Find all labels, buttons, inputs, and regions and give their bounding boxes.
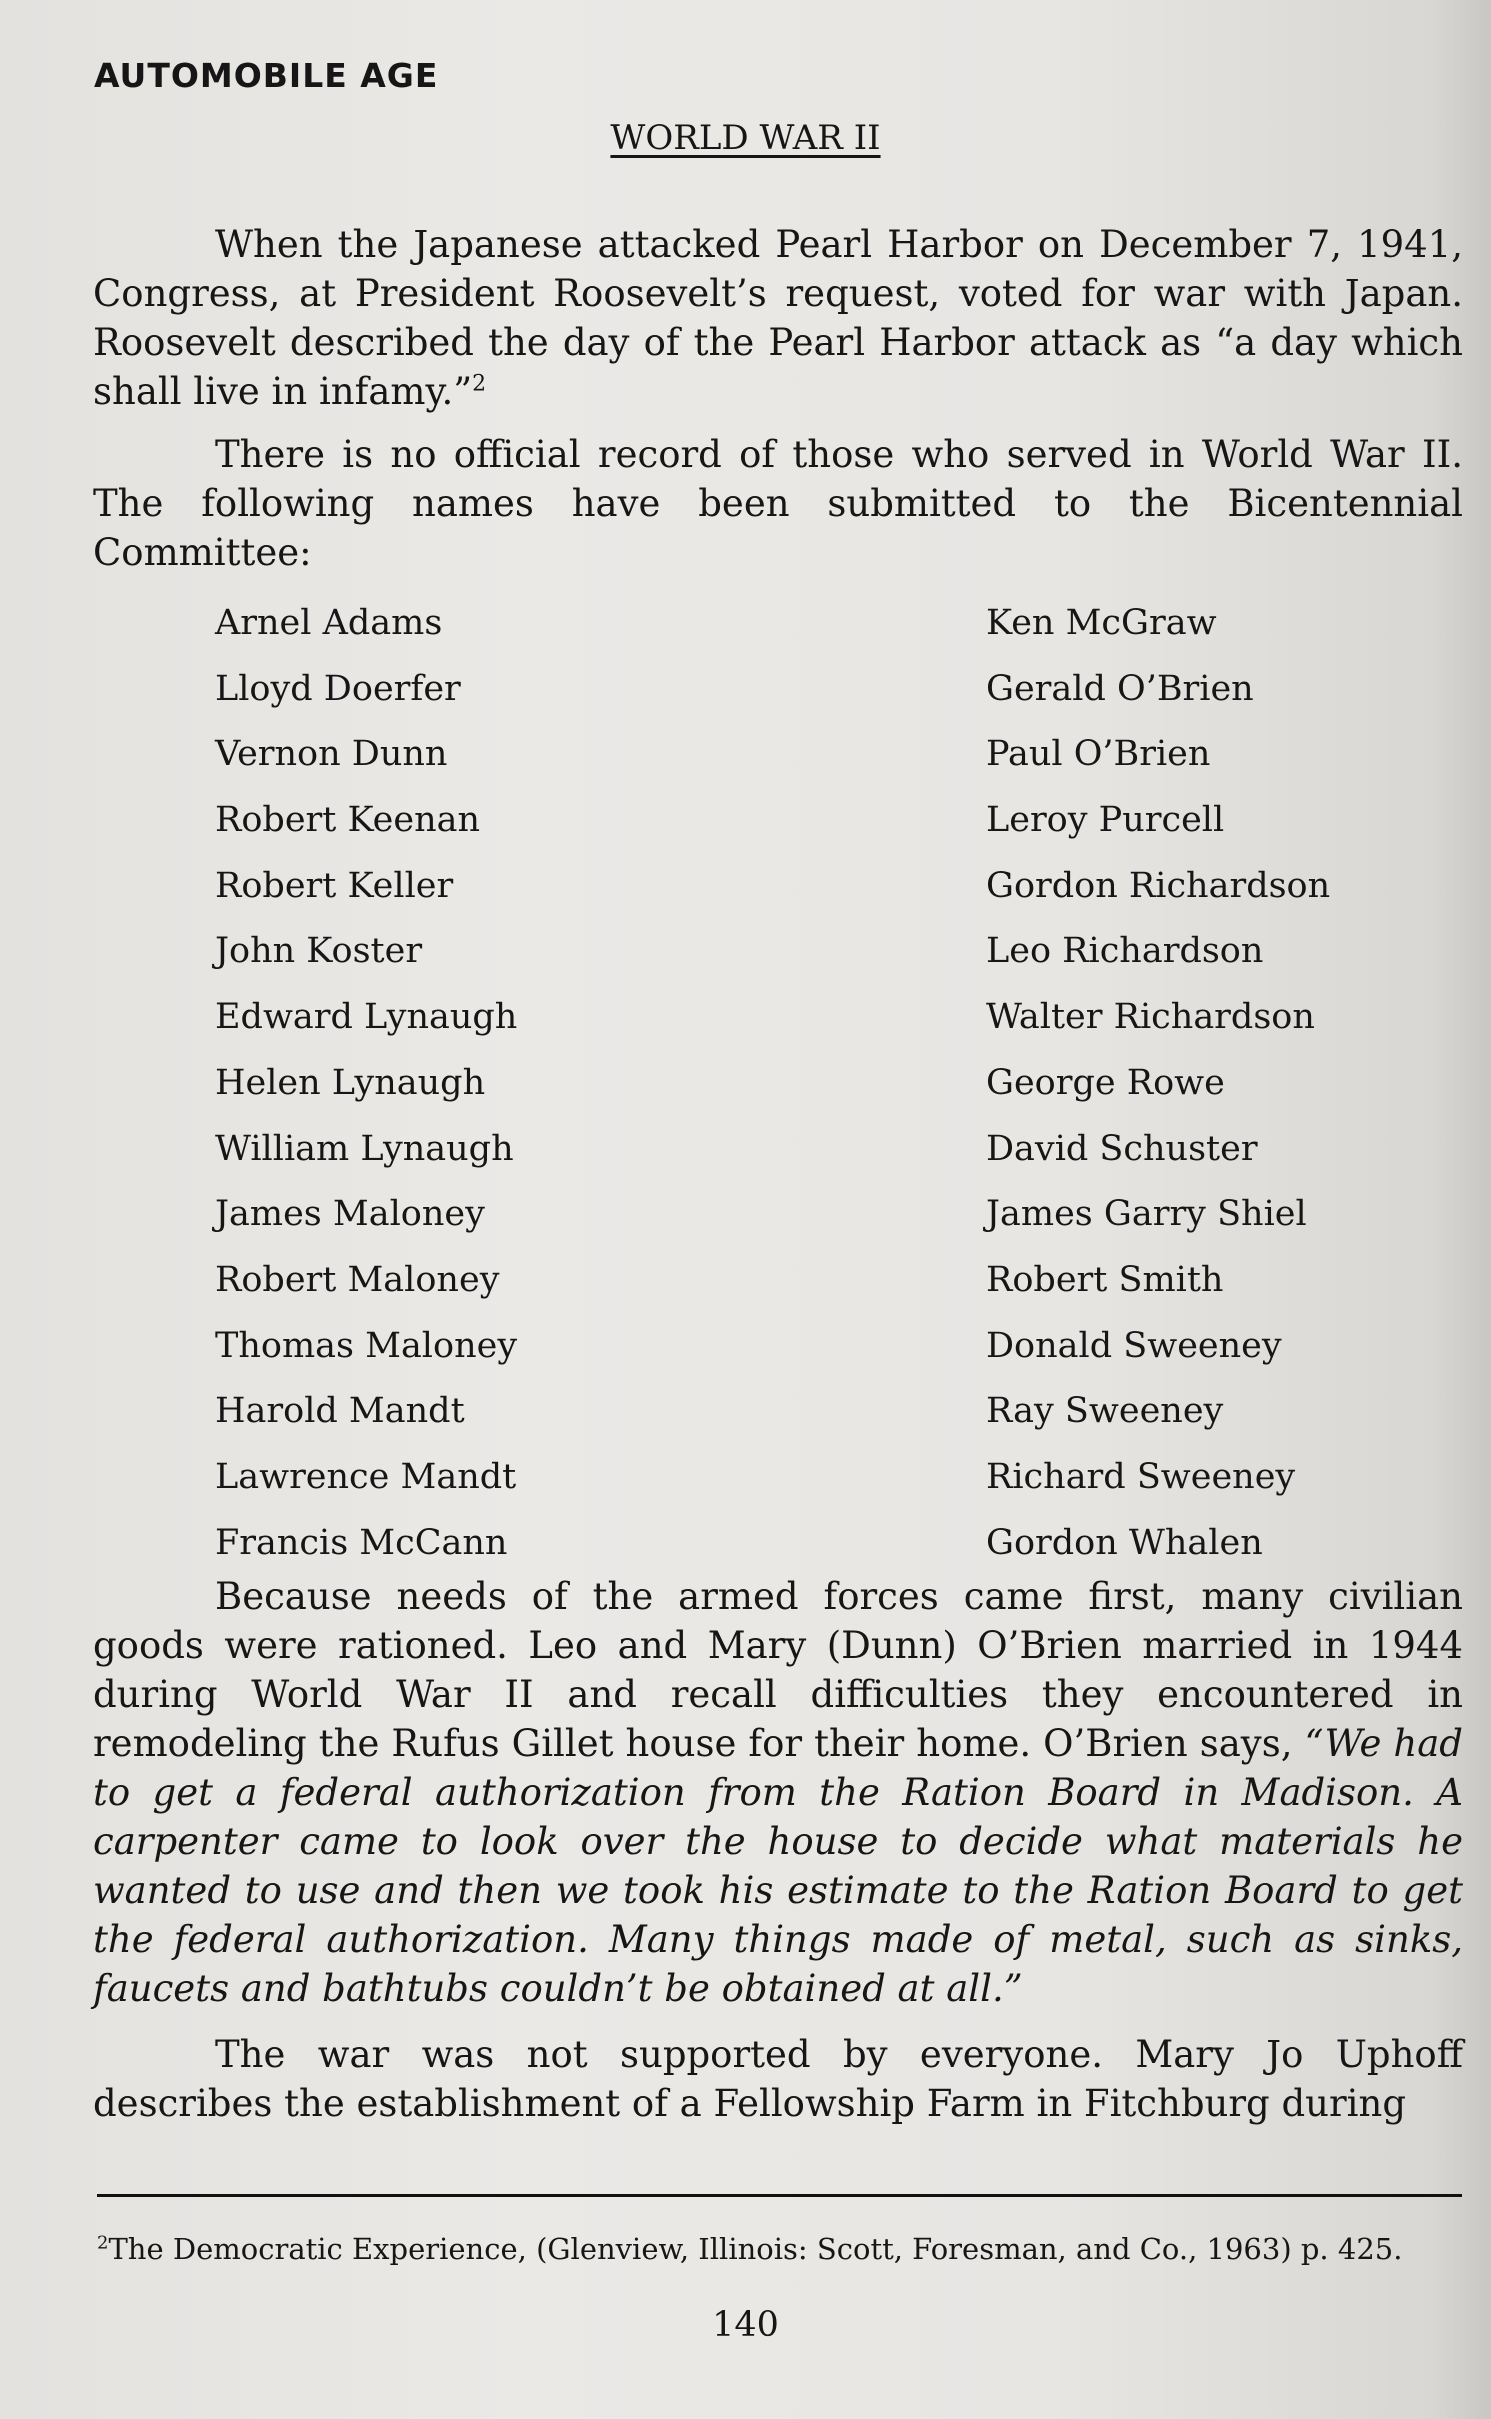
paragraph-text: There is no official record of those who served in World War II. The following names have been submitted to the Bicentennial Committee:: [93, 433, 1463, 574]
name-entry: Paul O’Brien: [986, 734, 1211, 775]
paragraph-text: Because needs of the armed forces came first, many civilian goods were rationed. Leo and Mary (Dunn) O’Brien married in 1944 during World War II and recall difficulties they encountered in remodeling the Rufus Gillet house for their home. O’Brien says,: [93, 1575, 1463, 1765]
name-entry: Richard Sweeney: [986, 1456, 1296, 1497]
name-entry: Edward Lynaugh: [215, 997, 518, 1038]
running-head: AUTOMOBILE AGE: [94, 56, 439, 95]
name-entry: John Koster: [215, 931, 423, 972]
paragraph-text: The war was not supported by everyone. Mary Jo Uphoff describes the establishment of a Fellowship Farm in Fitchburg during: [93, 2033, 1463, 2125]
name-entry: James Maloney: [215, 1194, 485, 1235]
name-entry: Leo Richardson: [986, 931, 1264, 972]
name-entry: Arnel Adams: [215, 603, 443, 643]
name-entry: Lawrence Mandt: [215, 1456, 517, 1497]
name-entry: Robert Maloney: [215, 1259, 500, 1300]
name-entry: Robert Keller: [215, 865, 454, 906]
name-entry: Harold Mandt: [215, 1391, 465, 1432]
name-entry: Walter Richardson: [986, 997, 1315, 1038]
footnote-number: 2: [97, 2232, 109, 2254]
name-entry: Gerald O’Brien: [986, 668, 1254, 709]
names-list-right: [986, 598, 1330, 1583]
name-entry: Leroy Purcell: [986, 800, 1225, 841]
name-entry: Robert Smith: [986, 1259, 1224, 1300]
section-title: WORLD WAR II: [610, 118, 881, 158]
name-entry: Thomas Maloney: [215, 1325, 518, 1366]
name-entry: David Schuster: [986, 1128, 1258, 1169]
name-entry: Lloyd Doerfer: [215, 668, 461, 709]
name-entry: Helen Lynaugh: [215, 1062, 486, 1103]
name-entry: Gordon Whalen: [986, 1522, 1263, 1563]
paragraph-pearl-harbor: [93, 220, 1463, 416]
name-entry: William Lynaugh: [215, 1128, 514, 1169]
name-entry: Francis McCann: [215, 1522, 508, 1563]
footnote: [97, 2232, 1402, 2266]
names-list-left: [215, 598, 517, 1583]
name-entry: Robert Keenan: [215, 800, 481, 841]
obrien-quote: “We had to get a federal authorization from the Ration Board in Madison. A carpenter came to look over the house to decide what materials he wanted to use and then we took his estimate to the Ration Board to get the federal authorization. Many things made of metal, such as sinks, faucets and bathtubs couldn’t be obtained at all.”: [93, 1722, 1463, 2010]
name-entry: Ken McGraw: [986, 603, 1217, 643]
name-entry: Ray Sweeney: [986, 1391, 1224, 1432]
paragraph-fellowship-farm: [93, 2030, 1463, 2128]
name-entry: Vernon Dunn: [215, 734, 448, 775]
page-number: 140: [712, 2305, 779, 2345]
name-entry: Gordon Richardson: [986, 865, 1331, 906]
name-entry: George Rowe: [986, 1062, 1225, 1103]
paragraph-text: When the Japanese attacked Pearl Harbor on December 7, 1941, Congress, at President Roosevelt’s request, voted for war with Japan. Roosevelt described the day of the Pearl Harbor attack as “a day which shall live in infamy.”: [93, 223, 1463, 413]
paragraph-official-record: [93, 430, 1463, 577]
footnote-reference: 2: [472, 371, 487, 397]
footnote-text: The Democratic Experience, (Glenview, Illinois: Scott, Foresman, and Co., 1963) p. 425.: [108, 2232, 1403, 2266]
name-entry: James Garry Shiel: [986, 1194, 1307, 1235]
footnote-divider: [97, 2194, 1462, 2197]
name-entry: Donald Sweeney: [986, 1325, 1282, 1366]
paragraph-rationing: [93, 1572, 1463, 2013]
